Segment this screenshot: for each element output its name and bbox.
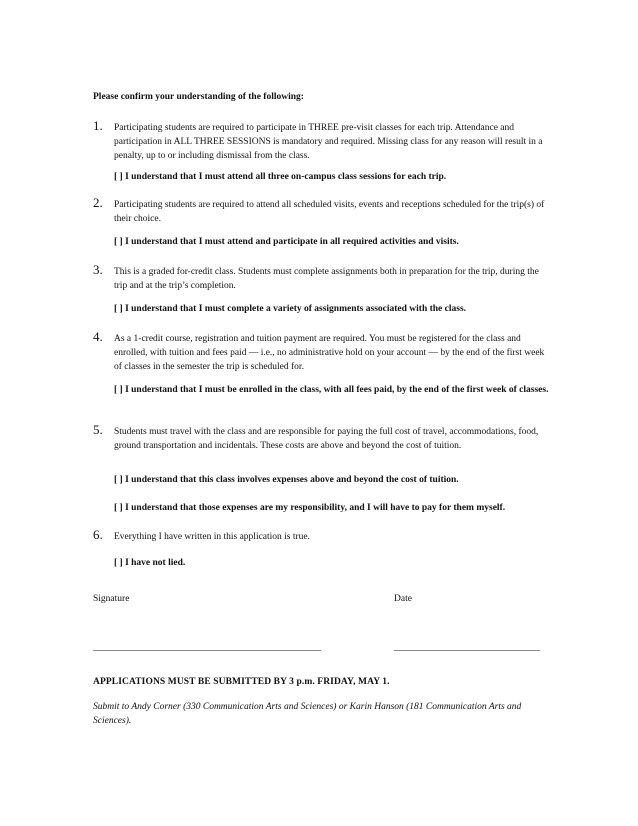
item-number: 2. [93,195,103,210]
item-text: As a 1-credit course, registration and tuition payment are required. You must be registered for the class and enrolled, with tuition and fees paid — i.e., no administrative hold on your account — by the end of the first week of classes in the semester the trip is scheduled for. [114,334,545,372]
confirm-checkbox[interactable]: [ ] I understand that I must be enrolled in the class, with all fees paid, by the end of the first week of classes. [114,385,549,395]
confirm-checkbox[interactable]: [ ] I understand that this class involves expenses above and beyond the cost of tuition. [114,475,459,485]
item-5 [93,422,553,453]
signature-label: Signature [93,594,130,604]
item-text: Students must travel with the class and are responsible for paying the full cost of travel, accommodations, food, ground transportation and incidentals. These costs are above and beyond the cost of tuition. [114,427,539,451]
signature-line[interactable] [93,650,321,651]
item-number: 4. [93,329,103,344]
item-text: This is a graded for-credit class. Students must complete assignments both in preparation for the trip, during the trip and at the trip’s completion. [114,267,539,291]
item-6 [93,527,553,544]
confirm-checkbox[interactable]: [ ] I understand that I must attend all three on-campus class sessions for each trip. [114,172,447,182]
item-4 [93,329,553,374]
deadline-notice: APPLICATIONS MUST BE SUBMITTED BY 3 p.m. FRIDAY, MAY 1. [93,677,390,687]
item-number: 3. [93,262,103,277]
item-text: Participating students are required to participate in THREE pre-visit classes for each trip. Attendance and participation in ALL THREE SESSIONS is mandatory and required. Missing class for any reason will result in a penalty, up to or including dismissal from the class. [114,123,543,161]
item-number: 1. [93,118,103,133]
confirm-checkbox[interactable]: [ ] I understand that I must attend and participate in all required activities and visits. [114,237,459,247]
item-number: 6. [93,527,103,542]
intro-heading: Please confirm your understanding of the following: [93,92,304,102]
item-3 [93,262,553,293]
date-line[interactable] [394,650,540,651]
item-2 [93,195,553,226]
submit-instructions: Submit to Andy Corner (330 Communication Arts and Sciences) or Karin Hanson (181 Communication Arts and Sciences). [93,702,522,726]
confirm-checkbox[interactable]: [ ] I have not lied. [114,558,186,568]
item-1 [93,118,553,163]
confirm-checkbox[interactable]: [ ] I understand that those expenses are my responsibility, and I will have to pay for them myself. [114,503,506,513]
item-text: Everything I have written in this application is true. [114,532,311,542]
date-label: Date [394,594,412,604]
item-text: Participating students are required to attend all scheduled visits, events and receptions scheduled for the trip(s) of their choice. [114,200,545,224]
confirm-checkbox[interactable]: [ ] I understand that I must complete a variety of assignments associated with the class. [114,304,467,314]
item-number: 5. [93,422,103,437]
